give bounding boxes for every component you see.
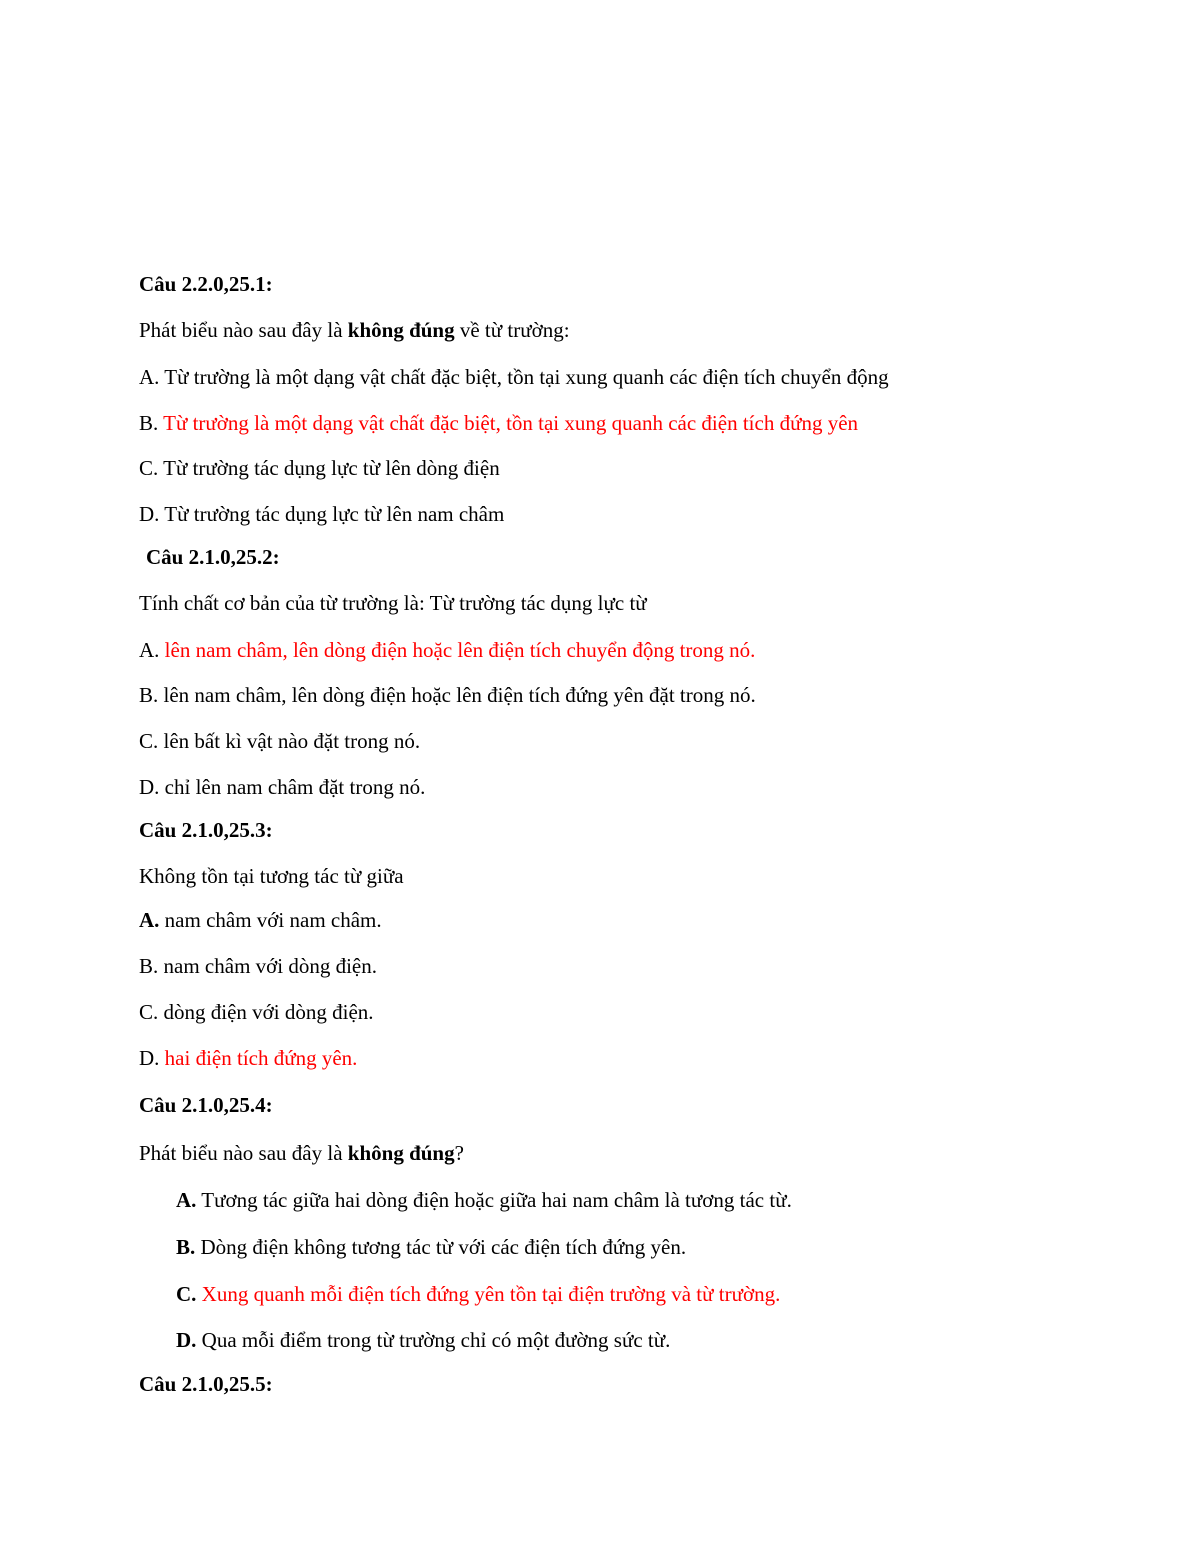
option-text: chỉ lên nam châm đặt trong nó.	[164, 775, 426, 799]
question-5-heading: Câu 2.1.0,25.5:	[139, 1372, 273, 1396]
option-letter: D.	[176, 1328, 197, 1352]
option-text: lên nam châm, lên dòng điện hoặc lên điện tích đứng yên đặt trong nó.	[163, 683, 756, 707]
option-letter: B.	[139, 411, 159, 435]
option-text-correct-answer: hai điện tích đứng yên.	[164, 1046, 358, 1070]
question-1-option-a	[139, 363, 889, 391]
option-letter: C.	[139, 456, 159, 480]
option-text: Từ trường là một dạng vật chất đặc biệt, tồn tại xung quanh các điện tích chuyển động	[164, 365, 889, 389]
option-letter: B.	[176, 1235, 196, 1259]
option-letter: A.	[139, 365, 160, 389]
option-text: Từ trường tác dụng lực từ lên dòng điện	[163, 456, 500, 480]
question-1-option-b	[139, 409, 858, 437]
question-3-option-b	[139, 952, 377, 980]
question-4-option-a	[176, 1186, 792, 1214]
option-letter: D.	[139, 1046, 160, 1070]
option-text: nam châm với nam châm.	[164, 908, 382, 932]
prompt-emphasis: không đúng	[347, 1141, 455, 1165]
option-letter: A.	[139, 908, 160, 932]
option-text: Từ trường tác dụng lực từ lên nam châm	[164, 502, 505, 526]
option-letter: B.	[139, 954, 159, 978]
question-2-prompt: Tính chất cơ bản của từ trường là: Từ trường tác dụng lực từ	[139, 591, 647, 615]
option-text-correct-answer: Từ trường là một dạng vật chất đặc biệt, tồn tại xung quanh các điện tích đứng yên	[163, 411, 859, 435]
question-2-option-a	[139, 636, 755, 664]
option-letter: D.	[139, 502, 160, 526]
question-1-heading: Câu 2.2.0,25.1:	[139, 272, 273, 296]
prompt-text-end: ?	[454, 1141, 464, 1165]
question-2-heading: Câu 2.1.0,25.2:	[146, 545, 280, 569]
question-2-option-d	[139, 773, 425, 801]
option-letter: C.	[139, 1000, 159, 1024]
option-text: Dòng điện không tương tác từ với các điện tích đứng yên.	[200, 1235, 687, 1259]
question-2-option-c	[139, 727, 420, 755]
option-letter: A.	[139, 638, 160, 662]
option-letter: B.	[139, 683, 159, 707]
question-3-prompt: Không tồn tại tương tác từ giữa	[139, 864, 404, 888]
question-3-option-a	[139, 906, 382, 934]
question-4-option-d	[176, 1326, 670, 1354]
prompt-emphasis: không đúng	[347, 318, 455, 342]
option-text: Qua mỗi điểm trong từ trường chỉ có một đường sức từ.	[201, 1328, 671, 1352]
option-letter: C.	[139, 729, 159, 753]
question-1-option-c	[139, 454, 500, 482]
question-4-prompt	[139, 1139, 464, 1167]
option-letter: A.	[176, 1188, 197, 1212]
question-4-option-c	[176, 1280, 780, 1308]
prompt-text: Phát biểu nào sau đây là	[139, 1141, 348, 1165]
option-letter: D.	[139, 775, 160, 799]
option-text: nam châm với dòng điện.	[163, 954, 377, 978]
question-2-option-b	[139, 681, 756, 709]
option-text-correct-answer: lên nam châm, lên dòng điện hoặc lên điện tích chuyển động trong nó.	[164, 638, 756, 662]
prompt-text: Phát biểu nào sau đây là	[139, 318, 348, 342]
option-text: dòng điện với dòng điện.	[163, 1000, 374, 1024]
question-4-heading: Câu 2.1.0,25.4:	[139, 1093, 273, 1117]
question-1-prompt	[139, 316, 570, 344]
prompt-text-end: về từ trường:	[454, 318, 570, 342]
option-text-correct-answer: Xung quanh mỗi điện tích đứng yên tồn tại điện trường và từ trường.	[201, 1282, 781, 1306]
question-3-option-d	[139, 1044, 357, 1072]
question-4-option-b	[176, 1233, 686, 1261]
option-text: Tương tác giữa hai dòng điện hoặc giữa hai nam châm là tương tác từ.	[201, 1188, 792, 1212]
option-text: lên bất kì vật nào đặt trong nó.	[163, 729, 421, 753]
question-3-option-c	[139, 998, 374, 1026]
question-3-heading: Câu 2.1.0,25.3:	[139, 818, 273, 842]
option-letter: C.	[176, 1282, 197, 1306]
question-1-option-d	[139, 500, 504, 528]
